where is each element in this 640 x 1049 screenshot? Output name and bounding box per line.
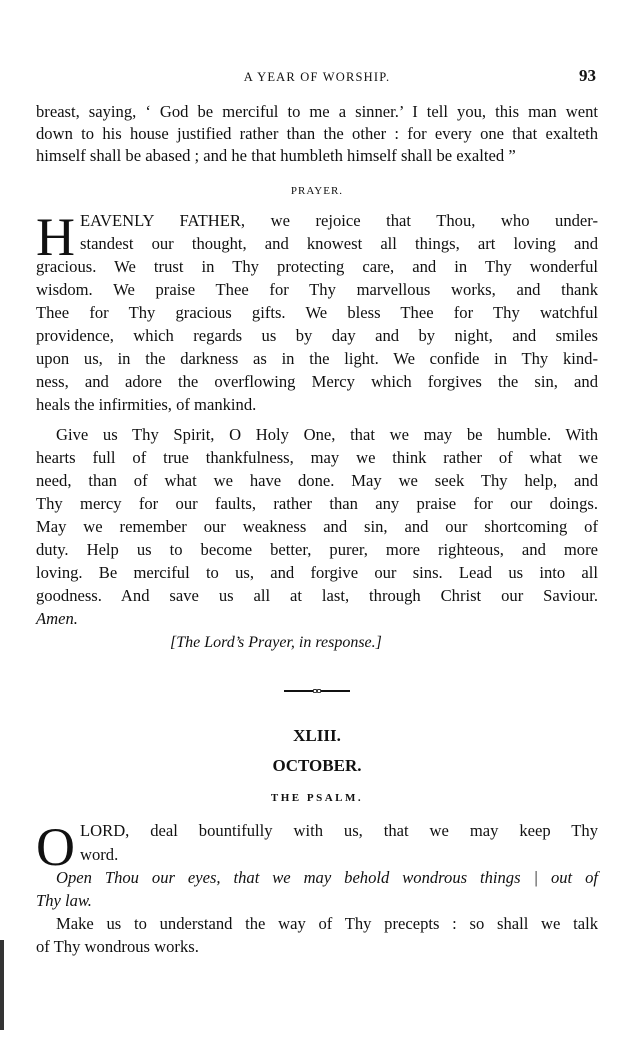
dropcap-o: O — [36, 817, 75, 877]
prayer-line: ness, and adore the overflowing Mercy which forgives the sin, and — [36, 372, 598, 391]
prayer-heading: PRAYER. — [290, 185, 344, 197]
page-number: 93 — [579, 66, 596, 85]
prayer-line: Thee for Thy gracious gifts. We bless Thee for Thy watchful — [36, 303, 598, 322]
psalm-response-line: Open Thou our eyes, that we may behold wondrous things | out of — [56, 868, 598, 887]
prayer-line: duty. Help us to become better, purer, more righteous, and more — [36, 540, 598, 559]
prayer-line: EAVENLY FATHER, we rejoice that Thou, who under- — [80, 211, 598, 230]
intro-line: breast, saying, ‘ God be merciful to me a sinner.’ I tell you, this man went — [36, 102, 598, 121]
page-edge-mark — [0, 940, 4, 1030]
lords-prayer-response: [The Lord’s Prayer, in response.] — [170, 634, 382, 651]
amen: Amen. — [36, 609, 78, 628]
prayer-line: May we remember our weakness and sin, and our shortcoming of — [36, 517, 598, 536]
prayer-line: hearts full of true thankfulness, may we think rather of what we — [36, 448, 598, 467]
prayer-line: upon us, in the darkness as in the light. We confide in Thy kind- — [36, 349, 598, 368]
ornamental-divider — [284, 689, 350, 693]
psalm-line: of Thy wondrous works. — [36, 937, 199, 956]
prayer-line: goodness. And save us all at last, through Christ our Saviour. — [36, 586, 598, 605]
section-number: XLIII. — [293, 726, 341, 745]
prayer-line: standest our thought, and knowest all things, art loving and — [80, 234, 598, 253]
prayer-line: heals the infirmities, of mankind. — [36, 395, 257, 414]
psalm-line: Make us to understand the way of Thy precepts : so shall we talk — [56, 914, 598, 933]
running-header — [36, 66, 598, 90]
prayer-line: need, than of what we have done. May we seek Thy help, and — [36, 471, 598, 490]
section-month: OCTOBER. — [272, 756, 362, 775]
prayer-line: wisdom. We praise Thee for Thy marvellous works, and thank — [36, 280, 598, 299]
prayer-line: Thy mercy for our faults, rather than any praise for our doings. — [36, 494, 598, 513]
psalm-line: LORD, deal bountifully with us, that we may keep Thy — [80, 821, 598, 840]
psalm-heading: THE PSALM. — [270, 792, 364, 804]
intro-line: down to his house justified rather than the other : for every one that exalteth — [36, 124, 598, 143]
dropcap-h: H — [36, 207, 75, 267]
psalm-line: word. — [80, 845, 119, 864]
prayer-line: Give us Thy Spirit, O Holy One, that we may be humble. With — [56, 425, 598, 444]
running-title: A YEAR OF WORSHIP. — [243, 70, 391, 84]
prayer-line: loving. Be merciful to us, and forgive our sins. Lead us into all — [36, 563, 598, 582]
prayer-line: providence, which regards us by day and by night, and smiles — [36, 326, 598, 345]
prayer-line: gracious. We trust in Thy protecting care, and in Thy wonderful — [36, 257, 598, 276]
psalm-response-line: Thy law. — [36, 891, 92, 910]
intro-line: himself shall be abased ; and he that humbleth himself shall be exalted ” — [36, 146, 516, 165]
